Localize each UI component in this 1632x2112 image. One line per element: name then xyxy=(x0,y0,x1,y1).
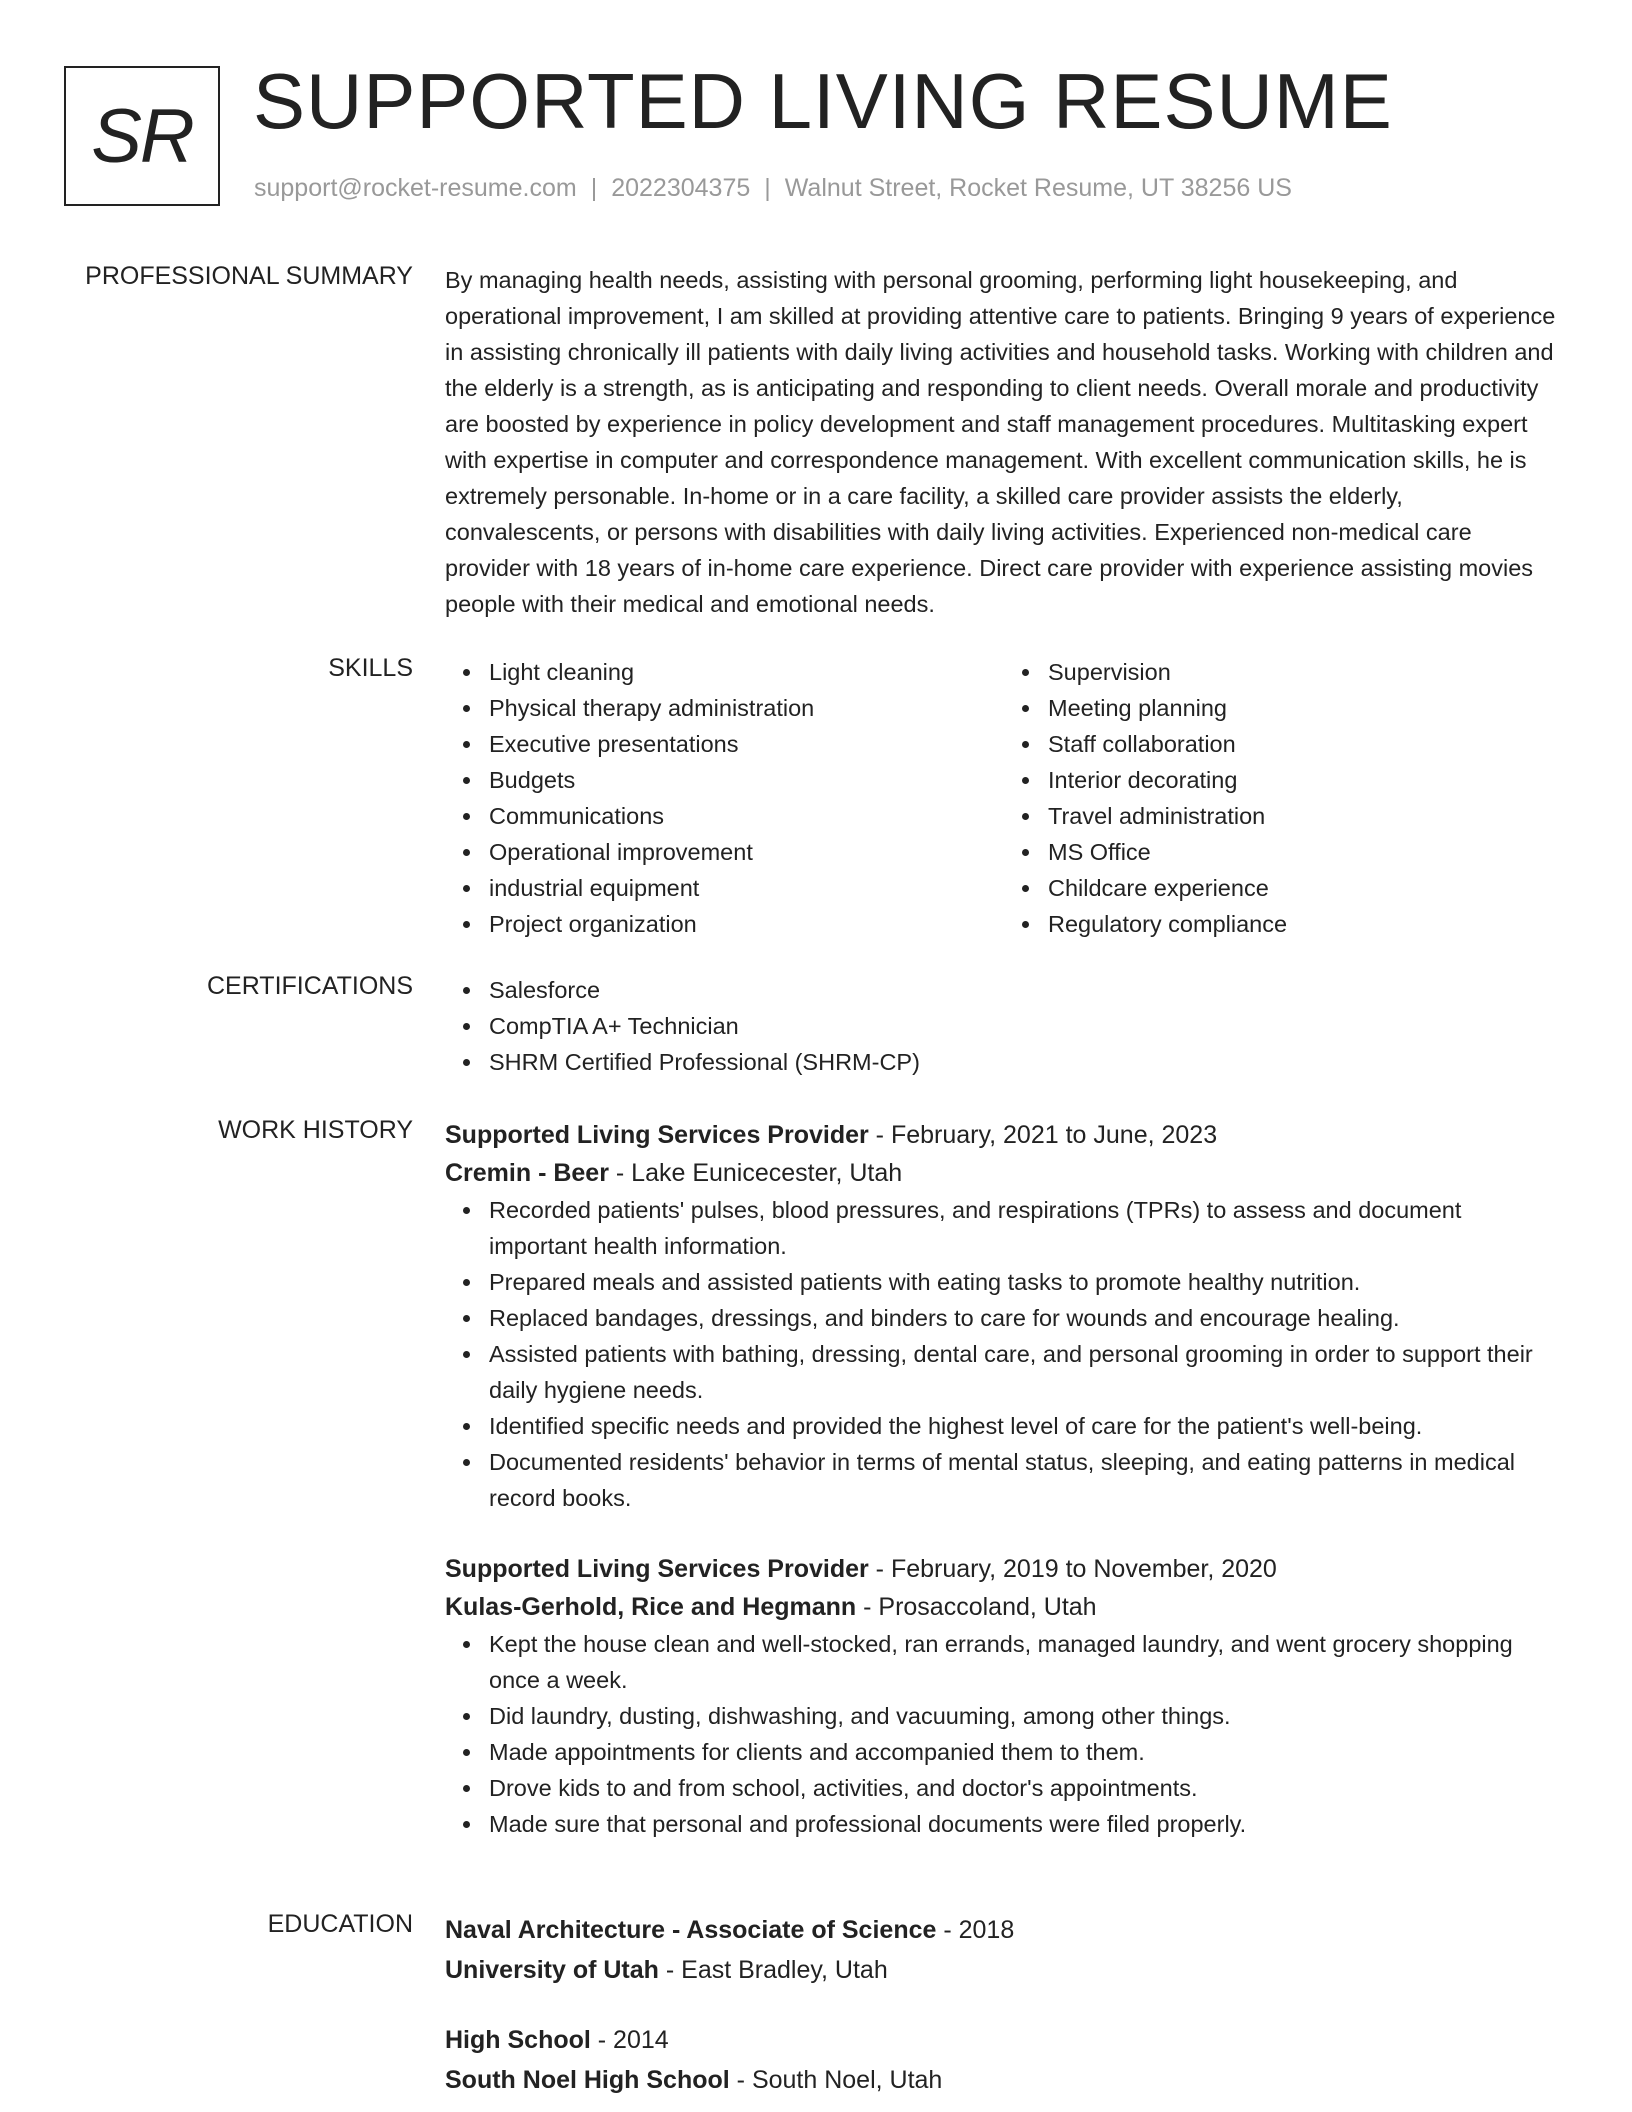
education-year: 2014 xyxy=(613,2026,669,2054)
skill-item: MS Office xyxy=(1048,834,1563,870)
education-year: 2018 xyxy=(958,1916,1015,1944)
job-duty: Identified specific needs and provided the highest level of care for the patient's well-being. xyxy=(489,1408,1563,1444)
education-degree: Naval Architecture - Associate of Science xyxy=(445,1916,937,1944)
education-entry xyxy=(445,1910,1563,1990)
education-degree-line: Naval Architecture - Associate of Science - 2018 xyxy=(445,1916,1015,1944)
job-duties-list xyxy=(445,1192,1563,1516)
education-school-line: South Noel High School - South Noel, Utah xyxy=(445,2066,943,2094)
education-school-line: University of Utah - East Bradley, Utah xyxy=(445,1956,888,1984)
job-duty: Made appointments for clients and accompanied them to them. xyxy=(489,1734,1563,1770)
resume-title: SUPPORTED LIVING RESUME xyxy=(253,57,1393,145)
job-duty: Drove kids to and from school, activities, and doctor's appointments. xyxy=(489,1770,1563,1806)
skills-list-left xyxy=(445,654,1004,942)
skill-item: Operational improvement xyxy=(489,834,1004,870)
job-role: Supported Living Services Provider xyxy=(445,1555,869,1583)
job-duty: Documented residents' behavior in terms of mental status, sleeping, and eating patterns in medical record books. xyxy=(489,1444,1563,1516)
education-degree-line: High School - 2014 xyxy=(445,2026,669,2054)
job-dates: February, 2019 to November, 2020 xyxy=(890,1555,1277,1583)
skill-item: Light cleaning xyxy=(489,654,1004,690)
contact-separator: | xyxy=(590,174,598,202)
contact-phone[interactable]: 2022304375 xyxy=(611,174,751,202)
education-entry xyxy=(445,2020,1563,2100)
job-company-line: Cremin - Beer - Lake Eunicecester, Utah xyxy=(445,1159,903,1187)
job-location: Prosaccoland, Utah xyxy=(878,1593,1097,1621)
job-company-line: Kulas-Gerhold, Rice and Hegmann - Prosaccoland, Utah xyxy=(445,1593,1097,1621)
section-title-certifications: CERTIFICATIONS xyxy=(206,972,413,1000)
job-duty: Replaced bandages, dressings, and binders to care for wounds and encourage healing. xyxy=(489,1300,1563,1336)
job-duties-list xyxy=(445,1626,1563,1842)
job-dates: February, 2021 to June, 2023 xyxy=(890,1121,1218,1149)
job-duty: Did laundry, dusting, dishwashing, and vacuuming, among other things. xyxy=(489,1698,1563,1734)
section-title-skills: SKILLS xyxy=(328,654,413,682)
education-location: East Bradley, Utah xyxy=(681,1956,888,1984)
skill-item: Meeting planning xyxy=(1048,690,1563,726)
skill-item: Supervision xyxy=(1048,654,1563,690)
job-duty: Recorded patients' pulses, blood pressures, and respirations (TPRs) to assess and document important health information. xyxy=(489,1192,1563,1264)
job-company: Kulas-Gerhold, Rice and Hegmann xyxy=(445,1593,857,1621)
skill-item: Travel administration xyxy=(1048,798,1563,834)
skill-item: Project organization xyxy=(489,906,1004,942)
skill-item: industrial equipment xyxy=(489,870,1004,906)
job-entry xyxy=(445,1116,1563,1516)
job-role: Supported Living Services Provider xyxy=(445,1121,869,1149)
job-duty: Assisted patients with bathing, dressing, dental care, and personal grooming in order to support their daily hygiene needs. xyxy=(489,1336,1563,1408)
section-title-work-history: WORK HISTORY xyxy=(218,1116,413,1144)
skill-item: Physical therapy administration xyxy=(489,690,1004,726)
education-degree: High School xyxy=(445,2026,591,2054)
skill-item: Regulatory compliance xyxy=(1048,906,1563,942)
job-duty: Kept the house clean and well-stocked, ran errands, managed laundry, and went grocery shopping once a week. xyxy=(489,1626,1563,1698)
certifications-list xyxy=(445,972,1563,1080)
skill-item: Childcare experience xyxy=(1048,870,1563,906)
job-duty: Prepared meals and assisted patients with eating tasks to promote healthy nutrition. xyxy=(489,1264,1563,1300)
summary-text: By managing health needs, assisting with personal grooming, performing light housekeeping, and operational improvement, I am skilled at providing attentive care to patients. Bringing 9 years of experience in assisting chronically ill patients with daily living activities and household tasks. Working with children and the elderly is a strength, as is anticipating and responding to client needs. Overall morale and productivity are boosted by experience in policy development and staff management procedures. Multitasking expert with expertise in computer and correspondence management. With excellent communication skills, he is extremely personable. In-home or in a care facility, a skilled care provider assists the elderly, convalescents, or persons with disabilities with daily living activities. Experienced non-medical care provider with 18 years of in-home care experience. Direct care provider with experience assisting movies people with their medical and emotional needs. xyxy=(445,267,1556,617)
section-title-summary: PROFESSIONAL SUMMARY xyxy=(85,262,413,290)
section-title-education: EDUCATION xyxy=(267,1910,413,1938)
job-entry xyxy=(445,1550,1563,1842)
contact-separator: | xyxy=(764,174,771,202)
job-duty: Made sure that personal and professional documents were filed properly. xyxy=(489,1806,1563,1842)
skill-item: Executive presentations xyxy=(489,726,1004,762)
contact-line xyxy=(254,174,1292,203)
certification-item: Salesforce xyxy=(489,972,1563,1008)
job-company: Cremin - Beer xyxy=(445,1159,609,1187)
education-location: South Noel, Utah xyxy=(751,2066,943,2094)
skill-item: Communications xyxy=(489,798,1004,834)
job-title-line: Supported Living Services Provider - February, 2019 to November, 2020 xyxy=(445,1555,1277,1583)
skill-item: Budgets xyxy=(489,762,1004,798)
job-location: Lake Eunicecester, Utah xyxy=(631,1159,903,1187)
certification-item: SHRM Certified Professional (SHRM-CP) xyxy=(489,1044,1563,1080)
certification-item: CompTIA A+ Technician xyxy=(489,1008,1563,1044)
skill-item: Staff collaboration xyxy=(1048,726,1563,762)
education-school: University of Utah xyxy=(445,1956,659,1984)
skills-list-right xyxy=(1004,654,1563,942)
contact-email[interactable]: support@rocket-resume.com xyxy=(254,174,577,202)
education-school: South Noel High School xyxy=(445,2066,730,2094)
monogram-logo: SR xyxy=(64,66,220,206)
contact-address: Walnut Street, Rocket Resume, UT 38256 US xyxy=(784,174,1292,202)
skill-item: Interior decorating xyxy=(1048,762,1563,798)
job-title-line: Supported Living Services Provider - February, 2021 to June, 2023 xyxy=(445,1121,1218,1149)
